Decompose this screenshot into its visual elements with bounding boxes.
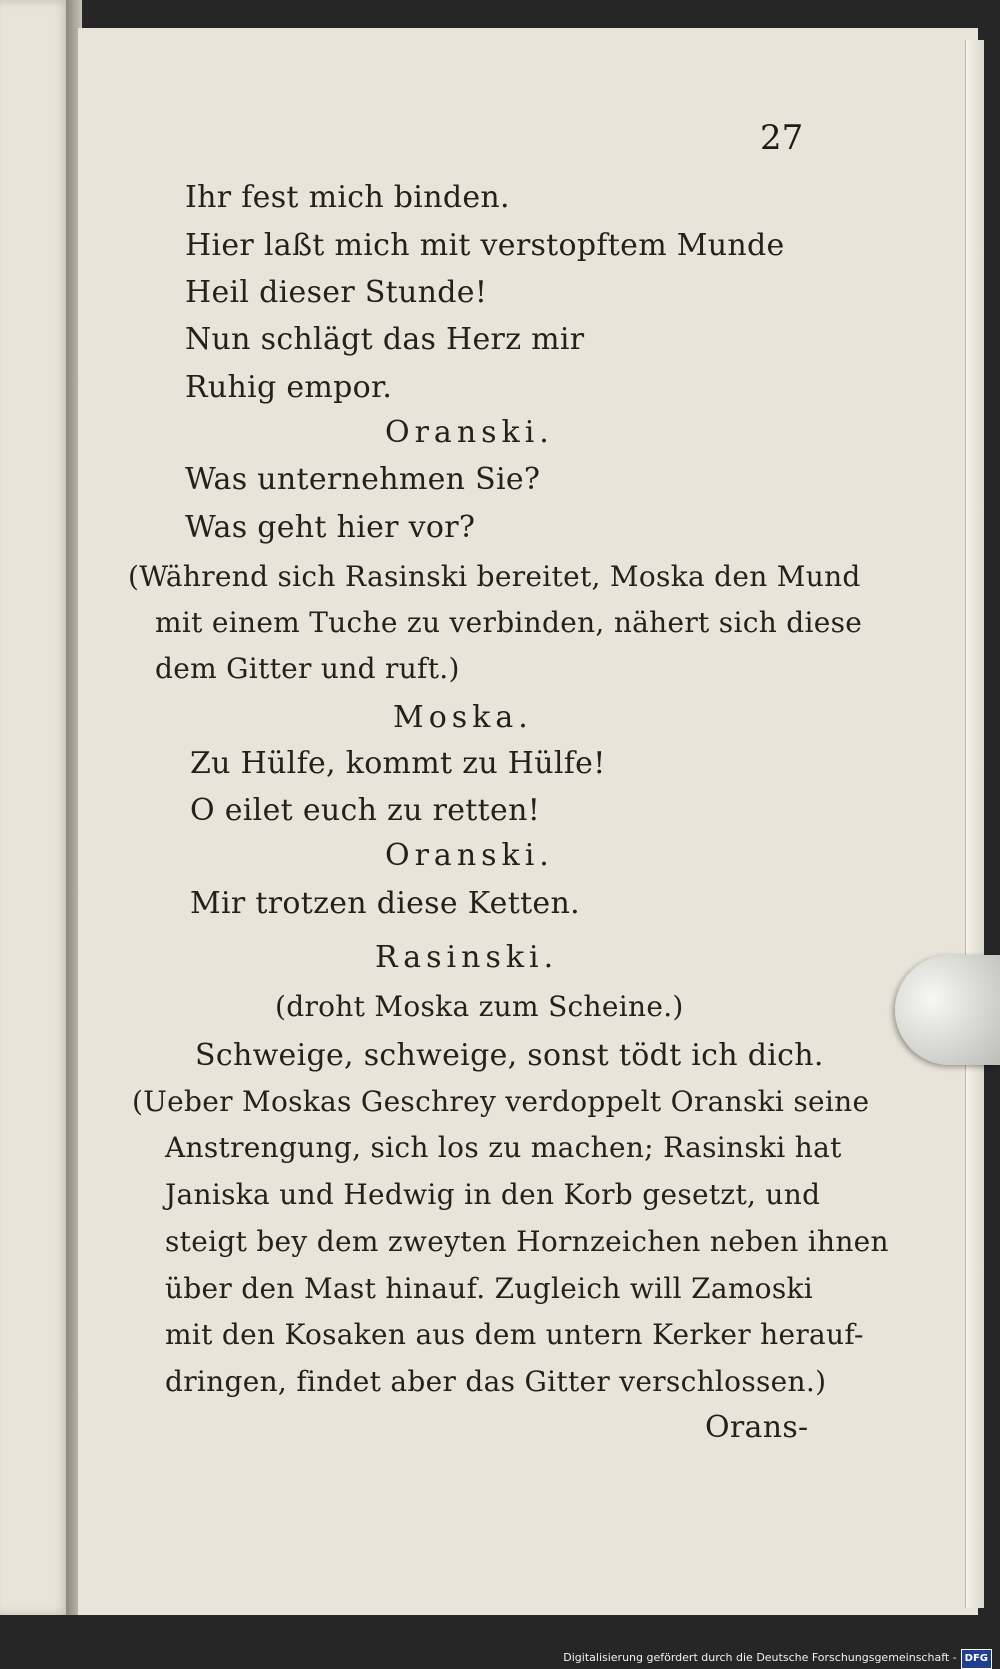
stage-direction: dringen, findet aber das Gitter verschlossen.)	[165, 1365, 827, 1398]
verse-line: Schweige, schweige, sonst tödt ich dich.	[195, 1038, 824, 1073]
verse-line: Hier laßt mich mit verstopftem Munde	[185, 228, 785, 263]
stage-direction: mit den Kosaken aus dem untern Kerker herauf-	[165, 1318, 864, 1351]
stage-direction: (Ueber Moskas Geschrey verdoppelt Oranski seine	[132, 1085, 870, 1118]
digitization-credit	[0, 1649, 1000, 1667]
verse-line: Ruhig empor.	[185, 370, 393, 405]
speaker-name: Rasinski.	[375, 940, 559, 975]
stage-direction: (droht Moska zum Scheine.)	[275, 990, 684, 1023]
verse-line: O eilet euch zu retten!	[190, 793, 541, 828]
stage-direction: Janiska und Hedwig in den Korb gesetzt, und	[165, 1178, 821, 1211]
verse-line: Was unternehmen Sie?	[185, 462, 541, 497]
speaker-name: Oranski.	[385, 415, 554, 450]
stage-direction: dem Gitter und ruft.)	[155, 652, 460, 685]
verse-line: Zu Hülfe, kommt zu Hülfe!	[190, 746, 606, 781]
verse-line: Ihr fest mich binden.	[185, 180, 510, 215]
stage-direction: steigt bey dem zweyten Hornzeichen neben ihnen	[165, 1225, 889, 1258]
page-number: 27	[760, 118, 804, 158]
speaker-name: Oranski.	[385, 838, 554, 873]
stage-direction: mit einem Tuche zu verbinden, nähert sich diese	[155, 606, 863, 639]
stage-direction: über den Mast hinauf. Zugleich will Zamoski	[165, 1272, 814, 1305]
dfg-logo: DFG	[961, 1649, 992, 1669]
stage-direction: Anstrengung, sich los zu machen; Rasinski hat	[165, 1131, 842, 1164]
left-page-edge	[0, 0, 70, 1615]
verse-line: Was geht hier vor?	[185, 510, 476, 545]
verse-line: Nun schlägt das Herz mir	[185, 322, 585, 357]
page-turn-tab[interactable]	[895, 955, 1000, 1065]
verse-line: Heil dieser Stunde!	[185, 275, 488, 310]
speaker-name: Moska.	[393, 700, 533, 735]
page-stack-edge	[965, 40, 984, 1608]
stage-direction: (Während sich Rasinski bereitet, Moska den Mund	[128, 560, 861, 593]
verse-line: Mir trotzen diese Ketten.	[190, 886, 580, 921]
catchword: Orans-	[705, 1410, 809, 1445]
credit-text: Digitalisierung gefördert durch die Deutsche Forschungsgemeinschaft -	[563, 1651, 957, 1664]
